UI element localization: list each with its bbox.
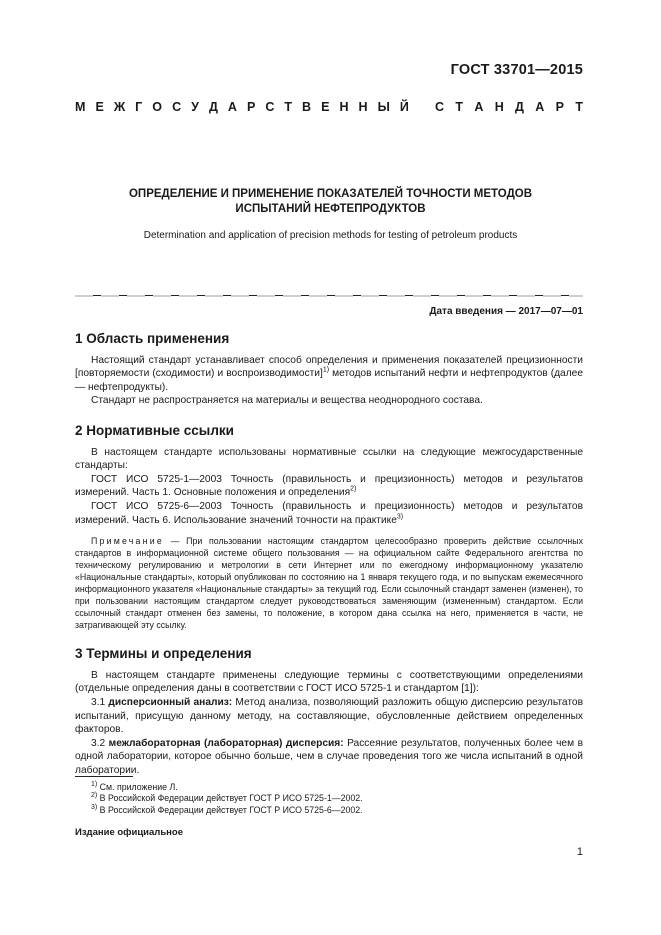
footnotes bbox=[75, 782, 583, 816]
s1-p1-text-b: методов испытаний нефти и нефтепродуктов (далее — нефтепродукты). bbox=[75, 368, 583, 393]
document-title bbox=[90, 187, 571, 217]
section-1-paragraph-2: Стандарт не распространяется на материалы и вещества неоднородного состава. bbox=[91, 395, 483, 407]
section-1-paragraph-1 bbox=[75, 354, 583, 395]
section-3-heading: 3 Термины и определения bbox=[75, 646, 252, 662]
banner-word-standard: С Т А Н Д А Р Т bbox=[435, 100, 583, 114]
standard-banner bbox=[75, 100, 583, 114]
introduction-date: Дата введения — 2017—07—01 bbox=[429, 306, 583, 317]
title-line-1: ОПРЕДЕЛЕНИЕ И ПРИМЕНЕНИЕ ПОКАЗАТЕЛЕЙ ТОЧНОСТИ МЕТОДОВ bbox=[128, 188, 533, 200]
footnote-2-text: В Российской Федерации действует ГОСТ Р ИСО 5725-1—2002. bbox=[97, 793, 363, 804]
footnote-ref-3: 3) bbox=[396, 513, 404, 521]
footnote-divider bbox=[75, 776, 133, 777]
reference-2-text: ГОСТ ИСО 5725-6—2003 Точность (правильность и прецизионность) методов и результатов измерений. Часть 6. Использование значений точности на практике bbox=[75, 500, 583, 526]
footnote-3 bbox=[75, 805, 583, 816]
term-3-1 bbox=[75, 696, 583, 737]
term-3-2-definition: Рассеяние результатов, полученных более чем в одной лаборатории, которое обычно больше, чем в случае проведения того же числа испытаний в одной лаборатории. bbox=[75, 737, 583, 776]
reference-1-text: ГОСТ ИСО 5725-1—2003 Точность (правильность и прецизионность) методов и результатов измерений. Часть 1. Основные положения и определения bbox=[75, 473, 583, 499]
english-title: Determination and application of precision methods for testing of petroleum products bbox=[143, 230, 518, 241]
term-3-1-definition: Метод анализа, позволяющий разложить общую дисперсию результатов испытаний, присущую данному методу, на составляющие, обусловленные действием определенных факторов. bbox=[75, 696, 583, 736]
section-3-paragraph-1: В настоящем стандарте применены следующие термины с соответствующими определениями (отдельные определения даны в соответствии с ГОСТ ИСО 5725-1 и стандартом [1]): bbox=[75, 669, 583, 695]
note-text: — При пользовании настоящим стандартом целесообразно проверить действие ссылочных стандартов в информационной системе общего пользования — на официальном сайте Федерального агентства по техническому регулированию и метрологии в сети Интернет или по ежегодному информационному указателю «Национальные стандарты», который опубликован по состоянию на 1 января текущего года, и по выпускам ежемесячного информационного указателя «Национальные стандарты» за текущий год. Если ссылочный стандарт заменен (изменен), то при пользовании настоящим стандартом следует руководствоваться заменяющим (измененным) стандартом. Если ссылочный стандарт отменен без замены, то положение, в котором дана ссылка на него, применяется в части, не затрагивающей эту ссылку. bbox=[75, 536, 583, 631]
term-3-1-name: дисперсионный анализ: bbox=[108, 696, 233, 708]
term-3-2 bbox=[75, 737, 583, 778]
section-2-note bbox=[75, 535, 583, 631]
term-3-1-number: 3.1 bbox=[91, 696, 109, 708]
note-label: Примечание bbox=[91, 536, 164, 547]
footnote-ref-1: 1) bbox=[322, 366, 330, 374]
footnote-ref-2: 2) bbox=[350, 485, 357, 493]
footnote-2-mark: 2) bbox=[91, 792, 98, 800]
footnote-1-mark: 1) bbox=[91, 781, 98, 789]
footnote-1 bbox=[75, 782, 583, 793]
section-2-paragraph-1: В настоящем стандарте использованы нормативные ссылки на следующие межгосударственные стандарты: bbox=[75, 446, 583, 472]
footnote-3-mark: 3) bbox=[91, 803, 98, 811]
official-edition-label: Издание официальное bbox=[75, 827, 183, 838]
section-1-heading: 1 Область применения bbox=[75, 331, 230, 346]
footnote-1-text: См. приложение Л. bbox=[97, 782, 178, 792]
section-2-heading: 2 Нормативные ссылки bbox=[75, 422, 234, 438]
banner-word-interstate: М Е Ж Г О С У Д А Р С Т В Е Н Н Ы Й bbox=[75, 100, 409, 114]
s1-p1-text-a: Настоящий стандарт устанавливает способ определения и применения показателей прецизионности [повторяемости (сходимости) и воспроизводимости] bbox=[75, 354, 583, 380]
term-3-2-number: 3.2 bbox=[91, 737, 109, 749]
section-2-reference-1 bbox=[75, 473, 583, 500]
main-content bbox=[75, 328, 583, 777]
title-divider bbox=[75, 295, 583, 296]
title-line-2: ИСПЫТАНИЙ НЕФТЕПРОДУКТОВ bbox=[235, 203, 426, 215]
footnote-2 bbox=[75, 793, 583, 804]
section-2-reference-2 bbox=[75, 500, 583, 527]
footnote-3-text: В Российской Федерации действует ГОСТ Р ИСО 5725-6—2002. bbox=[97, 804, 363, 815]
standard-code: ГОСТ 33701—2015 bbox=[450, 62, 583, 78]
term-3-2-name: межлабораторная (лабораторная) дисперсия: bbox=[108, 737, 344, 749]
page-number: 1 bbox=[576, 846, 583, 858]
